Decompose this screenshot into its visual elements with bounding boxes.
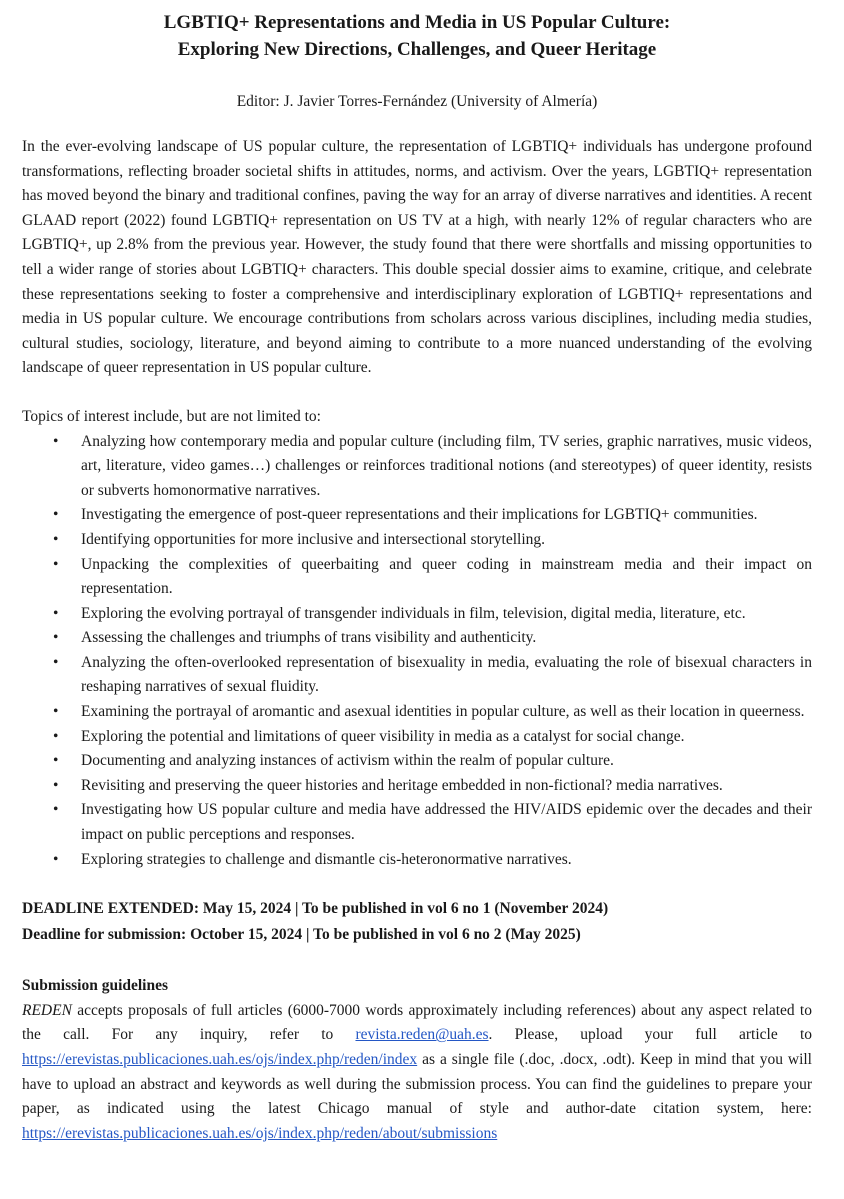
topic-item (22, 798, 812, 847)
topic-item (22, 774, 812, 799)
bullet-icon: • (53, 703, 59, 721)
bullet-icon: • (53, 604, 59, 622)
email-link[interactable]: revista.reden@uah.es (355, 1026, 489, 1044)
guidelines-text-1: accepts proposals of full articles (6000-7000 words approximately including references) about any aspect related to the call. For any inquiry, refer to (22, 1001, 812, 1044)
bullet-icon: • (53, 801, 59, 819)
guidelines-text-2: . Please, upload your full article to (488, 1026, 812, 1044)
topic-item (22, 626, 812, 651)
topic-text: Exploring the potential and limitations of queer visibility in media as a catalyst for social change. (81, 727, 685, 745)
topics-heading: Topics of interest include, but are not limited to: (22, 407, 321, 425)
topic-item (22, 430, 812, 504)
topic-item (22, 528, 812, 553)
topic-item (22, 651, 812, 700)
topic-item (22, 503, 812, 528)
topics-list (22, 430, 812, 873)
topic-text: Examining the portrayal of aromantic and asexual identities in popular culture, as well as their location in queerness. (81, 703, 805, 721)
topic-item (22, 725, 812, 750)
submission-guidelines-link[interactable]: https://erevistas.publicaciones.uah.es/ojs/index.php/reden/about/submissions (22, 1124, 498, 1142)
journal-name: REDEN (22, 1001, 72, 1019)
topic-text: Exploring the evolving portrayal of transgender individuals in film, television, digital media, literature, etc. (81, 604, 746, 622)
topic-text: Documenting and analyzing instances of activism within the realm of popular culture. (81, 752, 614, 770)
bullet-icon: • (53, 629, 59, 647)
topic-item (22, 848, 812, 873)
intro-paragraph: In the ever-evolving landscape of US popular culture, the representation of LGBTIQ+ individuals has undergone profound transformations, reflecting broader societal shifts in attitudes, norms, and activism. Over the years, LGBTIQ+ representation has moved beyond the binary and traditional confines, paving the way for an array of diverse narratives and identities. A recent GLAAD report (2022) found LGBTIQ+ representation on US TV at a high, with nearly 12% of regular characters who are LGBTIQ+, up 2.8% from the previous year. However, the study found that there were shortfalls and missing opportunities to tell a wider range of stories about LGBTIQ+ characters. This double special dossier aims to examine, critique, and celebrate these representations seeking to foster a comprehensive and interdisciplinary exploration of LGBTIQ+ representations and media in US popular culture. We encourage contributions from scholars across various disciplines, including media studies, cultural studies, sociology, literature, and beyond aiming to contribute to a more nuanced understanding of the evolving landscape of queer representation in US popular culture. (22, 138, 812, 377)
deadline-extended: DEADLINE EXTENDED: May 15, 2024 | To be published in vol 6 no 1 (November 2024) (22, 900, 609, 918)
topic-text: Unpacking the complexities of queerbaiting and queer coding in mainstream media and their impact on representation. (81, 555, 812, 598)
guidelines-heading: Submission guidelines (22, 977, 169, 995)
bullet-icon: • (53, 555, 59, 573)
title-line-1: LGBTIQ+ Representations and Media in US Popular Culture: (163, 12, 671, 33)
topic-text: Investigating how US popular culture and media have addressed the HIV/AIDS epidemic over the decades and their impact on public perceptions and responses. (81, 801, 812, 844)
bullet-icon: • (53, 850, 59, 868)
bullet-icon: • (53, 727, 59, 745)
topic-text: Exploring strategies to challenge and dismantle cis-heteronormative narratives. (81, 850, 572, 868)
topic-item (22, 749, 812, 774)
topic-text: Investigating the emergence of post-queer representations and their implications for LGBTIQ+ communities. (81, 506, 758, 524)
topic-text: Analyzing how contemporary media and popular culture (including film, TV series, graphic narratives, music videos, art, literature, video games…) challenges or reinforces traditional notions (and stereotypes) of queer identity, resists or subverts homonormative narratives. (81, 432, 812, 499)
bullet-icon: • (53, 653, 59, 671)
bullet-icon: • (53, 530, 59, 548)
topic-item (22, 602, 812, 627)
bullet-icon: • (53, 432, 59, 450)
topic-text: Assessing the challenges and triumphs of trans visibility and authenticity. (81, 629, 537, 647)
editor-line: Editor: J. Javier Torres-Fernández (University of Almería) (236, 93, 598, 110)
topic-text: Revisiting and preserving the queer histories and heritage embedded in non-fictional? media narratives. (81, 776, 723, 794)
deadlines-block (22, 896, 812, 948)
document-page (22, 0, 812, 1146)
topic-text: Identifying opportunities for more inclusive and intersectional storytelling. (81, 530, 546, 548)
topic-text: Analyzing the often-overlooked representation of bisexuality in media, evaluating the role of bisexual characters in reshaping narratives of sexual fluidity. (81, 653, 812, 696)
upload-url-link[interactable]: https://erevistas.publicaciones.uah.es/ojs/index.php/reden/index (22, 1051, 418, 1068)
topic-item (22, 553, 812, 602)
bullet-icon: • (53, 776, 59, 794)
topic-item (22, 700, 812, 725)
guidelines-paragraph (22, 999, 812, 1147)
bullet-icon: • (53, 752, 59, 770)
title-line-2: Exploring New Directions, Challenges, and Queer Heritage (177, 39, 657, 60)
bullet-icon: • (53, 506, 59, 524)
guidelines-text-3: as a single file (.doc, .docx, .odt). Keep in mind that you will have to upload an abstract and keywords as well during the submission process. You can find the guidelines to prepare your paper, as indicated using the latest Chicago manual of style and author-date citation system, here: (22, 1051, 812, 1118)
document-title (22, 9, 812, 63)
deadline-submission: Deadline for submission: October 15, 2024 | To be published in vol 6 no 2 (May 2025) (22, 926, 581, 944)
